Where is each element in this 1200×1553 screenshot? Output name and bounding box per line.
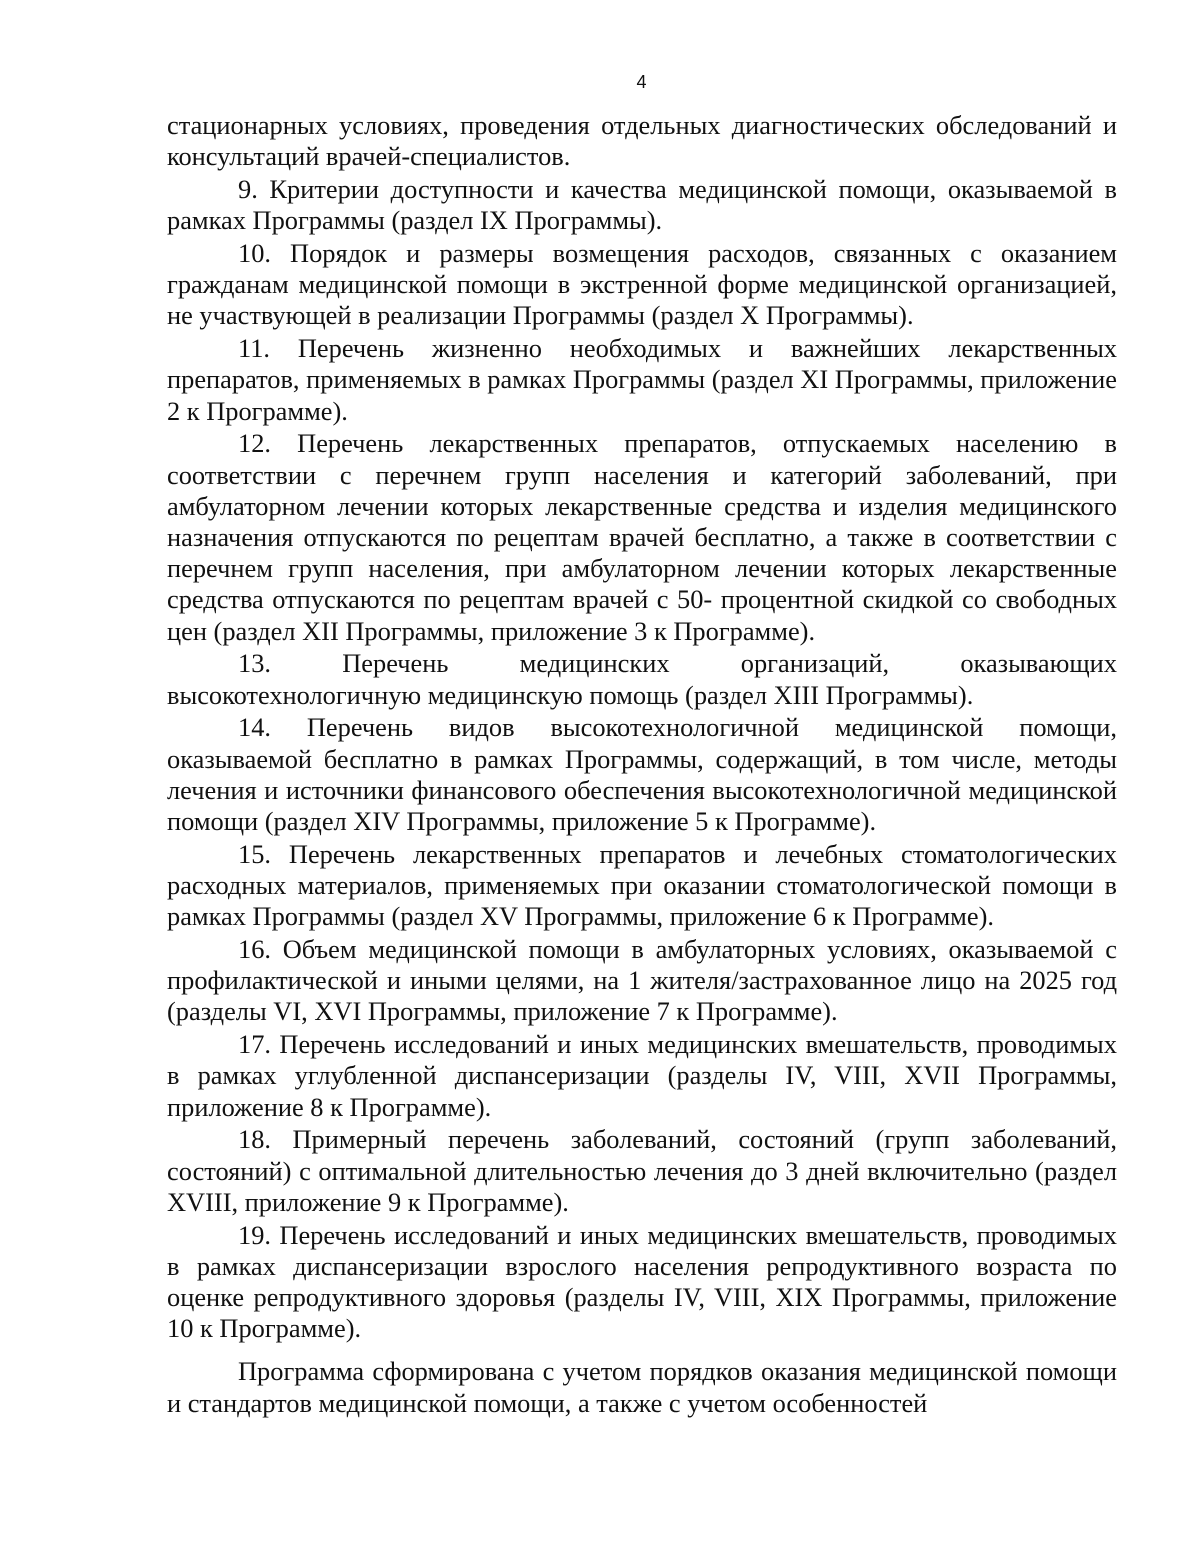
list-item-16: 16. Объем медицинской помощи в амбулаторных условиях, оказываемой с профилактической и иными целями, на 1 жителя/застрахованное лицо на 2025 год (разделы VI, XVI Программы, приложение 7 к Программе). (167, 934, 1117, 1027)
list-item-9: 9. Критерии доступности и качества медицинской помощи, оказываемой в рамках Программы (раздел IX Программы). (167, 174, 1117, 236)
list-item-13: 13. Перечень медицинских организаций, оказывающих высокотехнологичную медицинскую помощь (раздел XIII Программы). (167, 648, 1117, 710)
document-body (167, 110, 1117, 1420)
list-item-11: 11. Перечень жизненно необходимых и важнейших лекарственных препаратов, применяемых в рамках Программы (раздел XI Программы, приложение 2 к Программе). (167, 333, 1117, 426)
list-item-10: 10. Порядок и размеры возмещения расходов, связанных с оказанием гражданам медицинской помощи в экстренной форме медицинской организацией, не участвующей в реализации Программы (раздел X Программы). (167, 238, 1117, 331)
list-item-18: 18. Примерный перечень заболеваний, состояний (групп заболеваний, состояний) с оптимальной длительностью лечения до 3 дней включительно (раздел XVIII, приложение 9 к Программе). (167, 1124, 1117, 1217)
page-number: 4 (636, 72, 647, 92)
closing-paragraph: Программа сформирована с учетом порядков оказания медицинской помощи и стандартов медицинской помощи, а также с учетом особенностей (167, 1356, 1117, 1418)
list-item-15: 15. Перечень лекарственных препаратов и лечебных стоматологических расходных материалов, применяемых при оказании стоматологической помощи в рамках Программы (раздел XV Программы, приложение 6 к Программе). (167, 838, 1117, 932)
list-item-14: 14. Перечень видов высокотехнологичной медицинской помощи, оказываемой бесплатно в рамках Программы, содержащий, в том числе, методы лечения и источники финансового обеспечения высокотехнологичной медицинской помощи (раздел XIV Программы, приложение 5 к Программе). (167, 712, 1117, 837)
list-item-12: 12. Перечень лекарственных препаратов, отпускаемых населению в соответствии с перечнем групп населения и категорий заболеваний, при амбулаторном лечении которых лекарственные средства и изделия медицинского назначения отпускаются по рецептам врачей бесплатно, а также в соответствии с перечнем групп населения, при амбулаторном лечении которых лекарственные средства отпускаются по рецептам врачей с 50- процентной скидкой со свободных цен (раздел XII Программы, приложение 3 к Программе). (167, 428, 1117, 646)
paragraph-continuation: стационарных условиях, проведения отдельных диагностических обследований и консультаций врачей-специалистов. (167, 110, 1117, 172)
list-item-19: 19. Перечень исследований и иных медицинских вмешательств, проводимых в рамках диспансеризации взрослого населения репродуктивного возраста по оценке репродуктивного здоровья (разделы IV, VIII, XIX Программы, приложение 10 к Программе). (167, 1219, 1117, 1344)
list-item-17: 17. Перечень исследований и иных медицинских вмешательств, проводимых в рамках углубленной диспансеризации (разделы IV, VIII, XVII Программы, приложение 8 к Программе). (167, 1029, 1117, 1122)
